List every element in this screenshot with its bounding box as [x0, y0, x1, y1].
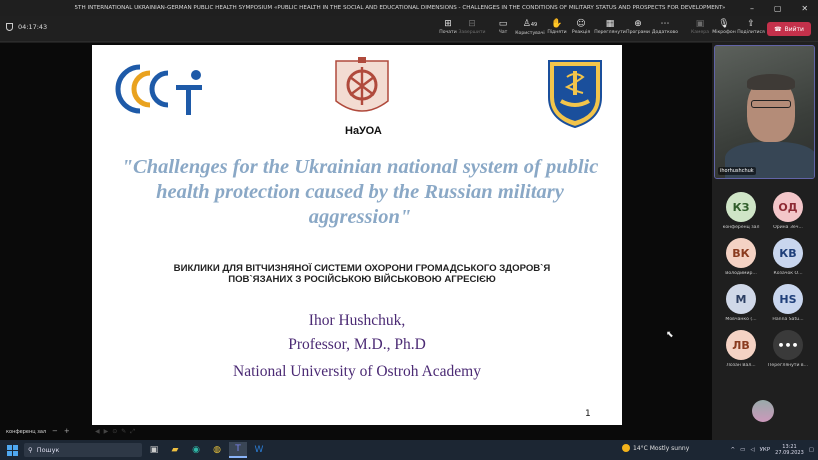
participant-tile[interactable] [764, 284, 812, 334]
search-icon: ⚲ [28, 446, 33, 454]
slide-toolbar-icons[interactable]: ◀▶⊙✎⤢ [95, 428, 140, 435]
participant-avatar: ВК [726, 238, 756, 268]
slide-nav-controls[interactable]: −+ [52, 427, 76, 435]
phone-icon: ☎ [774, 25, 782, 33]
participant-avatar: М [726, 284, 756, 314]
raise-hand-icon: ✋ [551, 19, 563, 29]
microphone-button[interactable]: 🎙 Мікрофон [712, 19, 736, 35]
participant-avatar: ОД [773, 192, 803, 222]
notifications-icon[interactable]: ▢ [808, 447, 814, 453]
window-titlebar [0, 0, 818, 16]
taskbar-clock[interactable] [775, 444, 804, 456]
leave-button[interactable]: ☎ Вийти [767, 22, 811, 36]
clock-time: 13:21 [782, 444, 797, 450]
language-indicator[interactable]: УКР [759, 447, 771, 453]
teams-app-icon[interactable]: T [229, 442, 247, 458]
windows-taskbar [0, 440, 818, 460]
maximize-button[interactable]: ▢ [773, 3, 782, 13]
author-degree: Professor, M.D., Ph.D [288, 336, 426, 353]
reaction-icon: ☺ [576, 19, 586, 29]
start-whiteboard-button[interactable]: ⊞ Почати [439, 19, 457, 35]
share-icon: ⇪ [747, 19, 755, 29]
clock-date: 27.09.2023 [775, 450, 804, 456]
stop-icon: ⊟ [468, 19, 476, 29]
more-icon: ⋯ [660, 19, 670, 29]
task-view-icon[interactable]: ▣ [149, 445, 159, 455]
presenter-label: конференц зал [6, 429, 47, 435]
presentation-slide [92, 45, 622, 441]
window-controls [740, 4, 818, 13]
participant-tile[interactable] [717, 238, 765, 288]
participant-avatar: ЛВ [726, 330, 756, 360]
participant-name: Козачок О... [773, 271, 803, 276]
network-icon[interactable]: ▭ [740, 447, 746, 453]
more-icon: ••• [773, 330, 803, 360]
participant-avatar: HS [773, 284, 803, 314]
sun-icon [622, 444, 630, 452]
university-crest-icon [332, 55, 392, 117]
close-button[interactable]: ✕ [801, 3, 809, 13]
participant-photo-avatar[interactable] [752, 400, 774, 422]
more-button[interactable]: ⋯ Додатково [651, 19, 679, 35]
view-button[interactable]: ▦ Переглянути [594, 19, 626, 35]
glasses-icon [751, 100, 791, 108]
chrome-browser-icon[interactable]: ◍ [213, 445, 221, 455]
public-health-shield-icon [545, 57, 605, 129]
reaction-button[interactable]: ☺ Реакція [571, 19, 591, 35]
participant-tile[interactable] [764, 192, 812, 242]
minimize-button[interactable]: – [749, 3, 754, 13]
meeting-timer [6, 23, 47, 31]
chat-button[interactable]: ▭ Чат [498, 19, 508, 35]
subheading-line-2: ПОВ`ЯЗАНИХ З РОСІЙСЬКОЮ ВІЙСЬКОВОЮ АГРЕСІЄЮ [228, 274, 496, 285]
participant-tile[interactable] [717, 284, 765, 334]
weather-widget[interactable]: 14°C Mostly sunny [622, 444, 689, 452]
people-button[interactable]: ♙49 Користувачі [515, 19, 545, 36]
taskbar-search[interactable]: ⚲ Пошук [24, 443, 142, 457]
slide-headline: "Challenges for the Ukrainian national system of public health protection caused by the Russian military aggression" [121, 156, 599, 228]
share-button[interactable]: ⇪ Поділитися [737, 19, 765, 35]
whiteboard-icon: ⊞ [444, 19, 452, 29]
people-icon: ♙49 [522, 19, 538, 29]
ecc-logo-icon [110, 59, 208, 119]
participant-avatar: КВ [773, 238, 803, 268]
participant-name: Мовчанко (... [725, 317, 757, 322]
apps-button[interactable]: ⊕ Програми [626, 19, 650, 35]
system-tray [731, 440, 814, 460]
chat-icon: ▭ [498, 19, 508, 29]
word-app-icon[interactable]: W [254, 445, 264, 455]
participant-name: Орина Зеч... [773, 225, 803, 230]
file-explorer-icon[interactable]: ▰ [171, 445, 179, 455]
mic-icon: 🎙 [718, 19, 730, 29]
participant-name: Лозан Вал... [726, 363, 756, 368]
timer-text: 04:17:43 [18, 23, 48, 31]
edge-browser-icon[interactable]: ◉ [192, 445, 200, 455]
author-name: Ihor Hushchuk, [308, 312, 406, 329]
shield-icon [6, 23, 13, 31]
volume-icon[interactable]: ◁ [750, 447, 755, 453]
participant-tile[interactable] [764, 238, 812, 288]
camera-button[interactable]: ▣ Камера [690, 19, 710, 35]
apps-icon: ⊕ [634, 19, 642, 29]
participant-name: Переглянути в... [767, 363, 809, 368]
participant-name: конференц зал [722, 225, 760, 230]
chevron-up-icon[interactable]: ^ [730, 447, 736, 453]
mouse-cursor-icon: ⬉ [666, 330, 674, 340]
presenter-bar [0, 425, 712, 440]
windows-start-button[interactable] [4, 442, 20, 458]
stop-button[interactable]: ⊟ Завершити [458, 19, 486, 35]
raise-hand-button[interactable]: ✋ Підняти [547, 19, 567, 35]
speaker-name: ihorhushchuk [720, 168, 754, 174]
author-institution: National University of Ostroh Academy [233, 363, 481, 380]
participant-name: Hanna Satu... [772, 317, 804, 322]
view-icon: ▦ [605, 19, 615, 29]
speaker-video[interactable] [714, 45, 815, 179]
window-title: 5TH INTERNATIONAL UKRAINIAN-GERMAN PUBLIC HEALTH SYMPOSIUM «PUBLIC HEALTH IN THE SOCIAL AND EDUCATIONAL DIMENSIONS - CHALLENGES IN THE CONDITIONS OF MILITARY STATUS AND PROSPECTS FOR DEVELOPMENT» [74, 5, 726, 11]
view-all-participants-button[interactable] [764, 330, 812, 380]
university-label: НаУОА [345, 125, 382, 137]
camera-icon: ▣ [695, 19, 705, 29]
slide-page-number: 1 [585, 409, 591, 419]
meeting-toolbar [0, 16, 818, 42]
participant-name: Володимир... [725, 271, 757, 276]
participant-tile[interactable] [717, 192, 765, 242]
subheading-line-1: ВИКЛИКИ ДЛЯ ВІТЧИЗНЯНОЇ СИСТЕМИ ОХОРОНИ ГРОМАДСЬКОГО ЗДОРОВ`Я [173, 263, 551, 274]
participant-tile[interactable] [717, 330, 765, 380]
participant-avatar: КЗ [726, 192, 756, 222]
people-count-badge: 49 [530, 22, 538, 28]
slide-subheading [122, 263, 602, 285]
